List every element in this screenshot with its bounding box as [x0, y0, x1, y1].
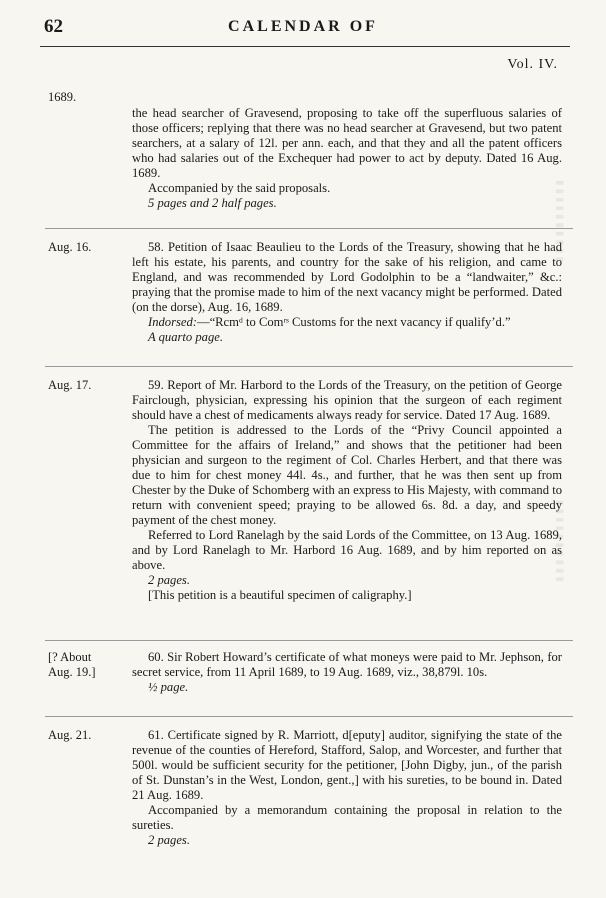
indorsed-text: —“Rcmᵈ to Comʳˢ Customs for the next vacancy if qualify’d.”	[196, 315, 511, 329]
indorsement	[132, 315, 562, 330]
entry-separator	[45, 716, 573, 717]
entry-description: ½ page.	[148, 680, 189, 694]
entry-paragraph: Referred to Lord Ranelagh by the said Lords of the Committee, on 13 Aug. 1689, and by Lord Ranelagh to Mr. Harbord 16 Aug. 1689, and by him reported on as above.	[132, 528, 562, 572]
entry-description: 2 pages.	[148, 833, 190, 847]
entry-separator	[45, 640, 573, 641]
editor-note: [This petition is a beautiful specimen of caligraphy.]	[148, 588, 412, 602]
entry-paragraph: the head searcher of Gravesend, proposing to take off the superfluous salaries of those officers; replying that there was no head searcher at Gravesend, but two patent searchers, at a salary of 12l. per ann. each, and that they and all the patent officers who had salaries out of the Exchequer had power to act by deputy. Dated 16 Aug. 1689.	[132, 106, 562, 180]
entry-date	[48, 650, 96, 680]
entry-date: Aug. 21.	[48, 728, 92, 742]
entry-58	[132, 240, 562, 345]
entry-date-line: Aug. 19.]	[48, 665, 96, 679]
running-title: CALENDAR OF	[228, 18, 378, 35]
library-stamp-mark: ▮▮▮▮▮▮▮▮▮▮	[554, 500, 565, 586]
entry-paragraph: The petition is addressed to the Lords of the “Privy Council appointed a Committee for the affairs of Ireland,” and shows that the petitioner had been physician and surgeon to the regiment of Col. Charles Herbert, and that there was due to him for chest money 44l. 4s., and further, that he was then sent up from Chester by the Duke of Schomberg with an express to His Majesty, with command to return with convenient speed; praying to be allowed 6s. 8d. a day, and speedy payment of the chest money.	[132, 423, 562, 527]
entry-date: Aug. 17.	[48, 378, 92, 392]
entry-description: A quarto page.	[148, 330, 223, 344]
entry-separator	[45, 366, 573, 367]
entry-date-line: [? About	[48, 650, 92, 664]
entry-date: 1689.	[48, 90, 77, 104]
entry-60	[132, 650, 562, 695]
page-number: 62	[44, 16, 63, 37]
entry-separator	[45, 228, 573, 229]
entry-59	[132, 378, 562, 603]
entry-continuation	[132, 106, 562, 211]
entry-paragraph: 60. Sir Robert Howard’s certificate of what moneys were paid to Mr. Jephson, for secret service, from 11 April 1689, to 19 Aug. 1689, viz., 38,879l. 10s.	[132, 650, 562, 679]
entry-paragraph: Accompanied by the said proposals.	[148, 181, 331, 195]
entry-paragraph: 61. Certificate signed by R. Marriott, d[eputy] auditor, signifying the state of the revenue of the counties of Hereford, Stafford, Salop, and Worcester, and further that 500l. would be sufficient security for the petitioner, [John Digby, jun., of the parish of St. Dunstan’s in the West, London, gent.,] with his sureties, to be bound in. Dated 21 Aug. 1689.	[132, 728, 562, 802]
indorsed-label: Indorsed:	[148, 315, 197, 329]
entry-description: 5 pages and 2 half pages.	[148, 196, 277, 210]
volume-label: Vol. IV.	[507, 57, 558, 72]
entry-paragraph: 59. Report of Mr. Harbord to the Lords of the Treasury, on the petition of George Fairclough, physician, expressing his opinion that the surgeon of each regiment should have a chest of medicaments always ready for service. Dated 17 Aug. 1689.	[132, 378, 562, 422]
entry-description: 2 pages.	[148, 573, 190, 587]
entry-paragraph: Accompanied by a memorandum containing the proposal in relation to the sureties.	[132, 803, 562, 832]
entry-paragraph: 58. Petition of Isaac Beaulieu to the Lords of the Treasury, showing that he had left his estate, his parents, and country for the sake of his religion, and came to England, and was recommended by Lord Godolphin to be a “landwaiter,” &c.: praying that the promise made to him of the next vacancy might be performed. Dated (on the dorse), Aug. 16, 1689.	[132, 240, 562, 314]
entry-61	[132, 728, 562, 848]
library-stamp-mark: ▮▮▮▮▮▮▮▮▮▮	[554, 180, 565, 266]
header-rule	[40, 46, 570, 47]
entry-date: Aug. 16.	[48, 240, 92, 254]
